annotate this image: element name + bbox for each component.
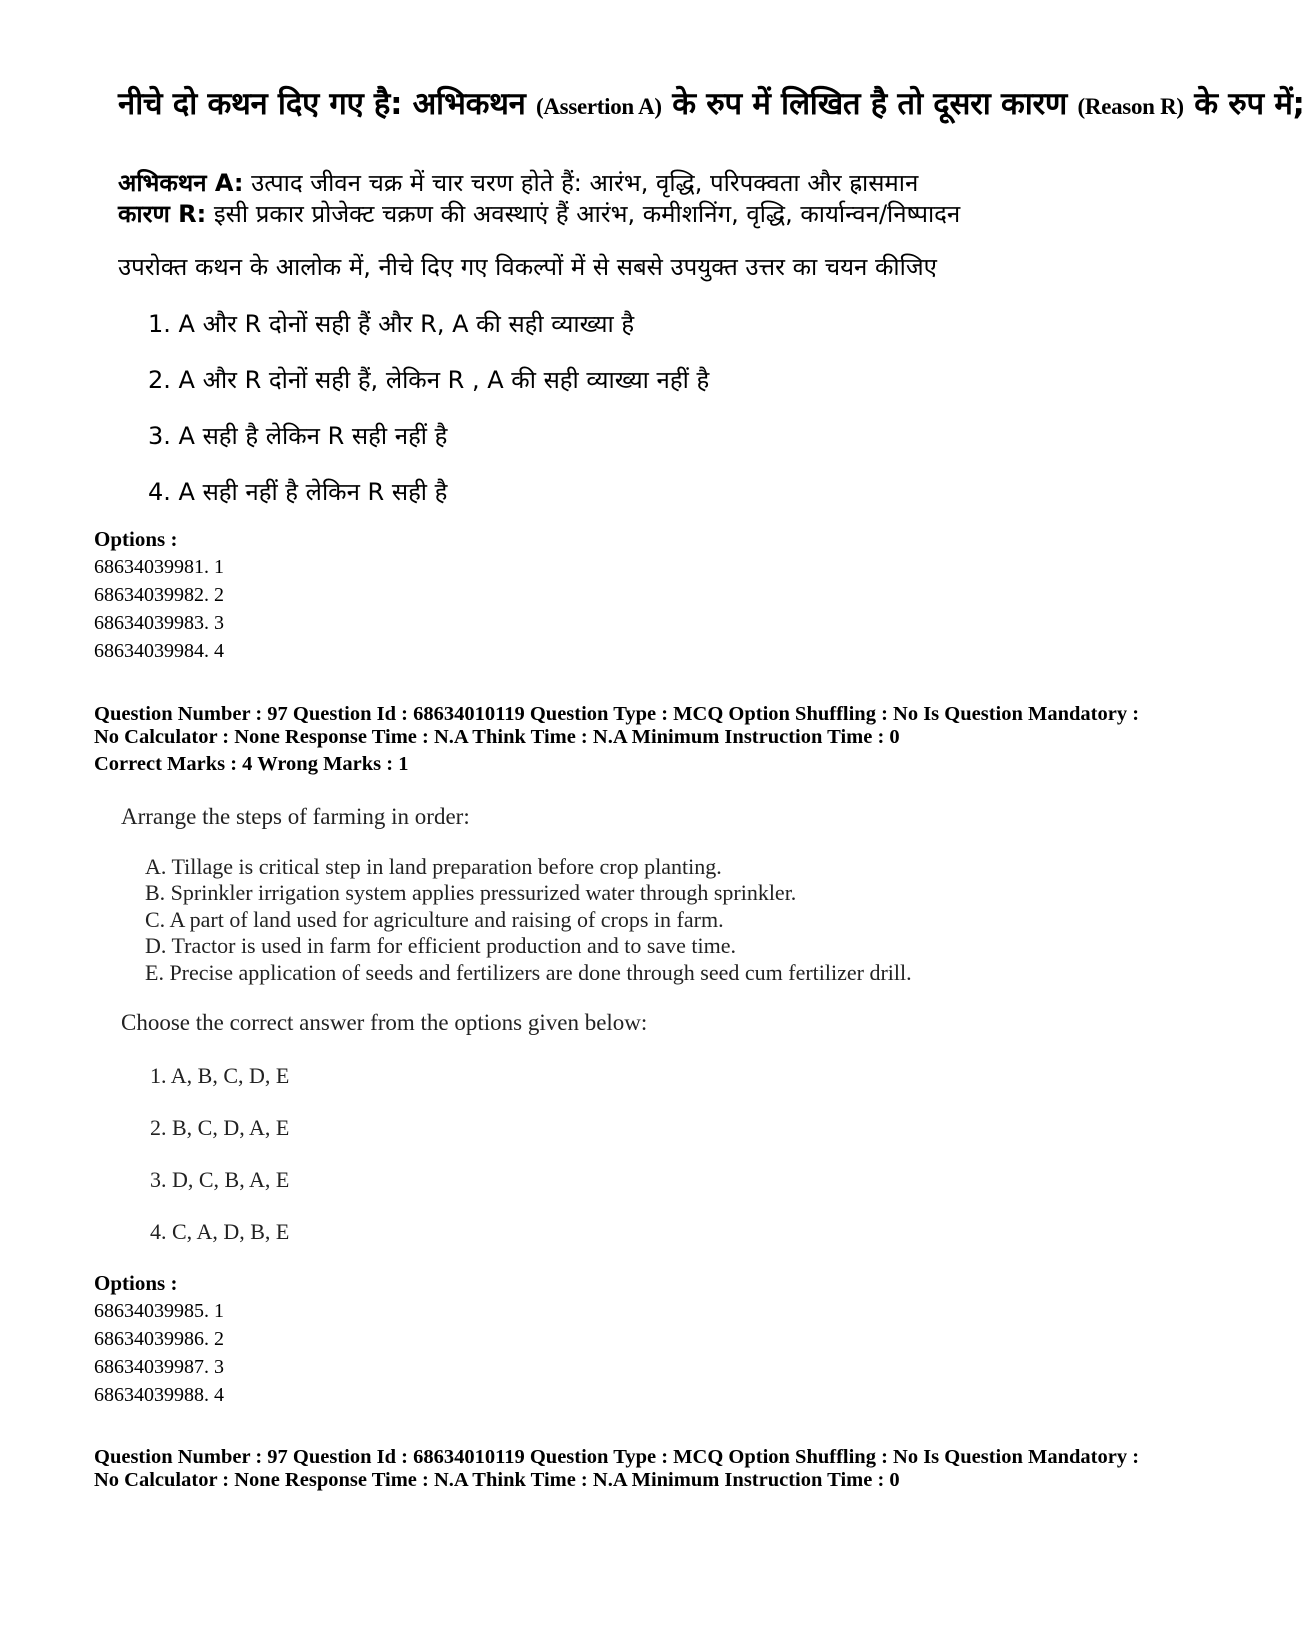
q97-statement-a: A. Tillage is critical step in land preparation before crop planting. <box>145 854 722 879</box>
q97-meta-line2: No Calculator : None Response Time : N.A Think Time : N.A Minimum Instruction Time : 0 <box>94 726 900 748</box>
q96-header <box>118 82 1305 124</box>
q97-options-title: Options : <box>94 1271 178 1295</box>
q96-option-1: 68634039981. 1 <box>94 556 224 578</box>
q96-assertion <box>118 166 918 199</box>
q96-header-part1: नीचे दो कथन दिए गए है: अभिकथन <box>118 86 536 122</box>
q97-statement-d: D. Tractor is used in farm for efficient production and to save time. <box>145 933 737 958</box>
next-meta-line1: Question Number : 97 Question Id : 68634010119 Question Type : MCQ Option Shuffling : No Is Question Mandatory : <box>94 1446 1140 1468</box>
assertion-text: उत्पाद जीवन चक्र में चार चरण होते हैं: आरंभ, वृद्धि, परिपक्वता और ह्रासमान <box>243 169 919 197</box>
q97-statement-e: E. Precise application of seeds and fertilizers are done through seed cum fertilizer drill. <box>145 960 912 985</box>
q97-prompt: Arrange the steps of farming in order: <box>121 804 470 829</box>
q97-choice-1: 1. A, B, C, D, E <box>150 1063 290 1088</box>
q97-option-2: 68634039986. 2 <box>94 1328 224 1350</box>
q97-instruction: Choose the correct answer from the options given below: <box>121 1010 648 1035</box>
q97-option-3: 68634039987. 3 <box>94 1356 224 1378</box>
q97-option-4: 68634039988. 4 <box>94 1384 224 1406</box>
q97-statement-b: B. Sprinkler irrigation system applies pressurized water through sprinkler. <box>145 880 797 905</box>
q96-choice-1: 1. A और R दोनों सही हैं और R, A की सही व्याख्या है <box>148 310 635 338</box>
q96-option-2: 68634039982. 2 <box>94 584 224 606</box>
q96-choice-3: 3. A सही है लेकिन R सही नहीं है <box>148 422 448 450</box>
q97-choice-4: 4. C, A, D, B, E <box>150 1219 290 1244</box>
q97-statement-c: C. A part of land used for agriculture and raising of crops in farm. <box>145 907 724 932</box>
q96-header-part4: (Reason R) <box>1077 94 1184 119</box>
q97-option-1: 68634039985. 1 <box>94 1300 224 1322</box>
q96-reason <box>118 197 960 230</box>
q97-meta-line1: Question Number : 97 Question Id : 68634010119 Question Type : MCQ Option Shuffling : No Is Question Mandatory : <box>94 703 1140 725</box>
q96-options-title: Options : <box>94 527 178 551</box>
q96-header-part3: के रुप में लिखित है तो दूसरा कारण <box>661 86 1078 122</box>
q96-instruction: उपरोक्त कथन के आलोक में, नीचे दिए गए विकल्पों में से सबसे उपयुक्त उत्तर का चयन कीजिए <box>118 253 937 281</box>
q97-marks: Correct Marks : 4 Wrong Marks : 1 <box>94 753 409 775</box>
next-meta-line2: No Calculator : None Response Time : N.A Think Time : N.A Minimum Instruction Time : 0 <box>94 1469 900 1491</box>
q96-option-4: 68634039984. 4 <box>94 640 224 662</box>
q96-option-3: 68634039983. 3 <box>94 612 224 634</box>
q97-choice-3: 3. D, C, B, A, E <box>150 1167 290 1192</box>
q96-header-part2: (Assertion A) <box>536 94 662 119</box>
q96-choice-4: 4. A सही नहीं है लेकिन R सही है <box>148 478 448 506</box>
q96-choice-2: 2. A और R दोनों सही हैं, लेकिन R , A की सही व्याख्या नहीं है <box>148 366 710 394</box>
q97-choice-2: 2. B, C, D, A, E <box>150 1115 290 1140</box>
assertion-label: अभिकथन A: <box>118 169 244 197</box>
q96-header-part5: के रुप में; <box>1183 86 1305 122</box>
reason-text: इसी प्रकार प्रोजेक्ट चक्रण की अवस्थाएं हैं आरंभ, कमीशनिंग, वृद्धि, कार्यान्वन/निष्पादन <box>206 200 961 228</box>
reason-label: कारण R: <box>118 200 207 228</box>
